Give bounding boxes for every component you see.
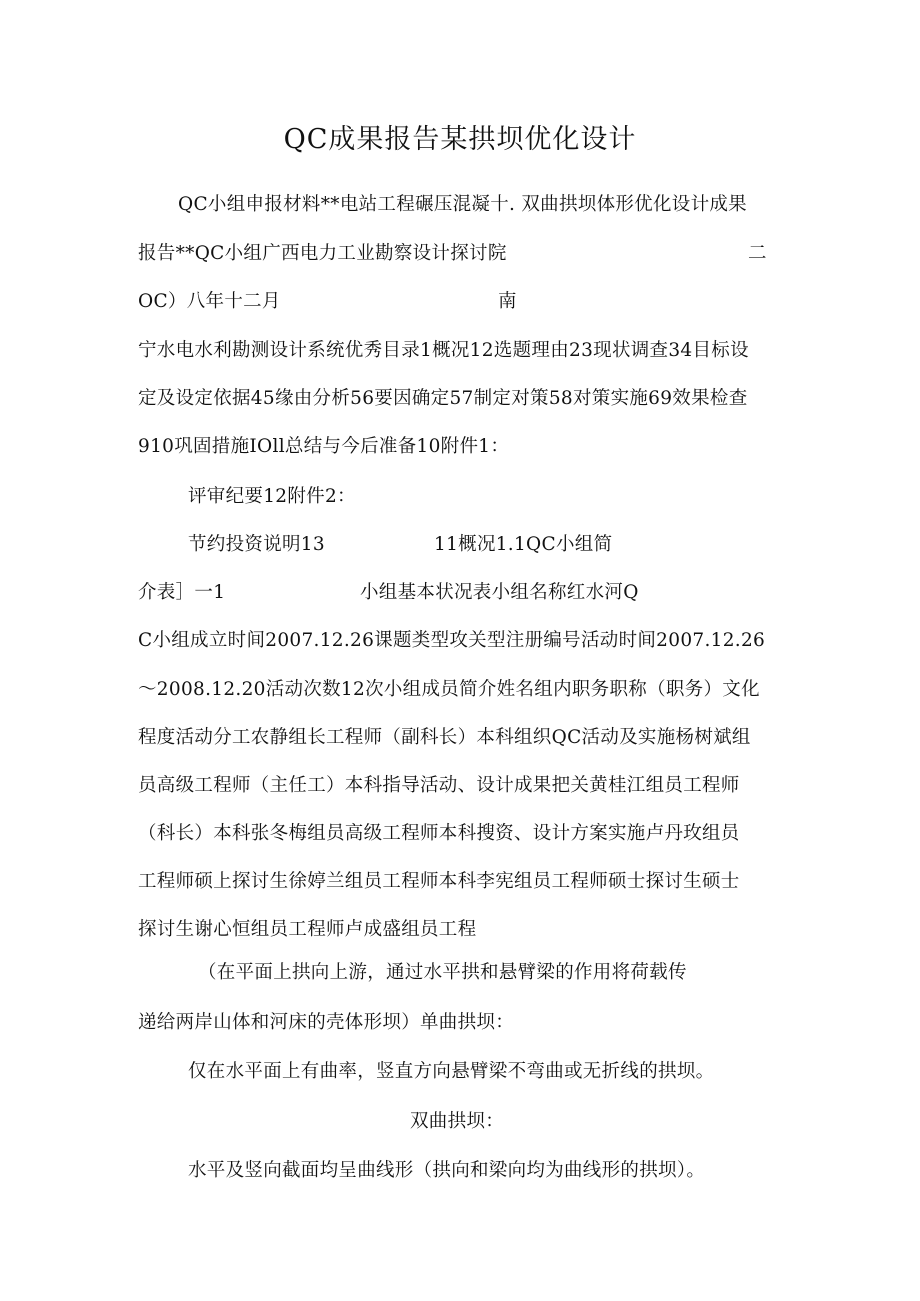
paragraph-line: 水平及竖向截面均呈曲线形（拱向和梁向均为曲线形的拱坝）。: [188, 1160, 706, 1181]
paragraph-line: 定及设定依据45缘由分析56要因确定57制定对策58对策实施69效果检查: [138, 388, 748, 409]
paragraph-line: 递给两岸山体和河床的壳体形坝）单曲拱坝：: [138, 1012, 515, 1033]
paragraph-line: 评审纪要12附件2：: [188, 486, 356, 507]
paragraph-line: 双曲拱坝：: [410, 1111, 505, 1132]
paragraph-line: 仅在水平面上有曲率，竖直方向悬臂梁不弯曲或无折线的拱坝。: [188, 1061, 715, 1082]
paragraph-line: 宁水电水利勘测设计系统优秀目录1概况12选题理由23现状调查34目标设: [138, 340, 749, 361]
paragraph-line-fragment: 二: [748, 243, 767, 264]
paragraph-line: 工程师硕上探讨生徐婷兰组员工程师本科李宪组员工程师硕士探讨生硕士: [138, 871, 740, 892]
paragraph-line: 员高级工程师（主任工）本科指导活动、设计成果把关黄桂江组员工程师: [138, 775, 740, 796]
paragraph-line: QC小组申报材料**电站工程碾压混凝十. 双曲拱坝体形优化设计成果: [178, 194, 747, 215]
paragraph-line: 报告**QC小组广西电力工业勘察设计探讨院: [138, 243, 507, 264]
paragraph-line: OC）八年十二月: [138, 291, 281, 312]
paragraph-line: （在平面上拱向上游，通过水平拱和悬臂梁的作用将荷载传: [198, 962, 687, 983]
paragraph-line: （科长）本科张冬梅组员高级工程师本科搜资、设计方案实施卢丹玫组员: [138, 823, 740, 844]
paragraph-line: 程度活动分工农静组长工程师（副科长）本科组织QC活动及实施杨树斌组: [138, 727, 751, 748]
paragraph-line-fragment: 11概况1.1QC小组简: [434, 534, 613, 555]
paragraph-line: 探讨生谢心恒组员工程师卢成盛组员工程: [138, 919, 477, 940]
paragraph-line: 节约投资说明13: [188, 534, 325, 555]
paragraph-line-fragment: 小组基本状况表小组名称红水河Q: [360, 582, 639, 603]
paragraph-line: 910巩固措施IOll总结与今后准备10附件1：: [138, 436, 510, 457]
paragraph-line: 介表］一1: [138, 582, 226, 603]
paragraph-line: C小组成立时间2007.12.26课题类型攻关型注册编号活动时间2007.12.26: [138, 630, 766, 651]
paragraph-line: ～2008.12.20活动次数12次小组成员简介姓名组内职务职称（职务）文化: [138, 679, 760, 700]
document-title: QC成果报告某拱坝优化设计: [283, 124, 637, 155]
paragraph-line-fragment: 南: [498, 291, 517, 312]
